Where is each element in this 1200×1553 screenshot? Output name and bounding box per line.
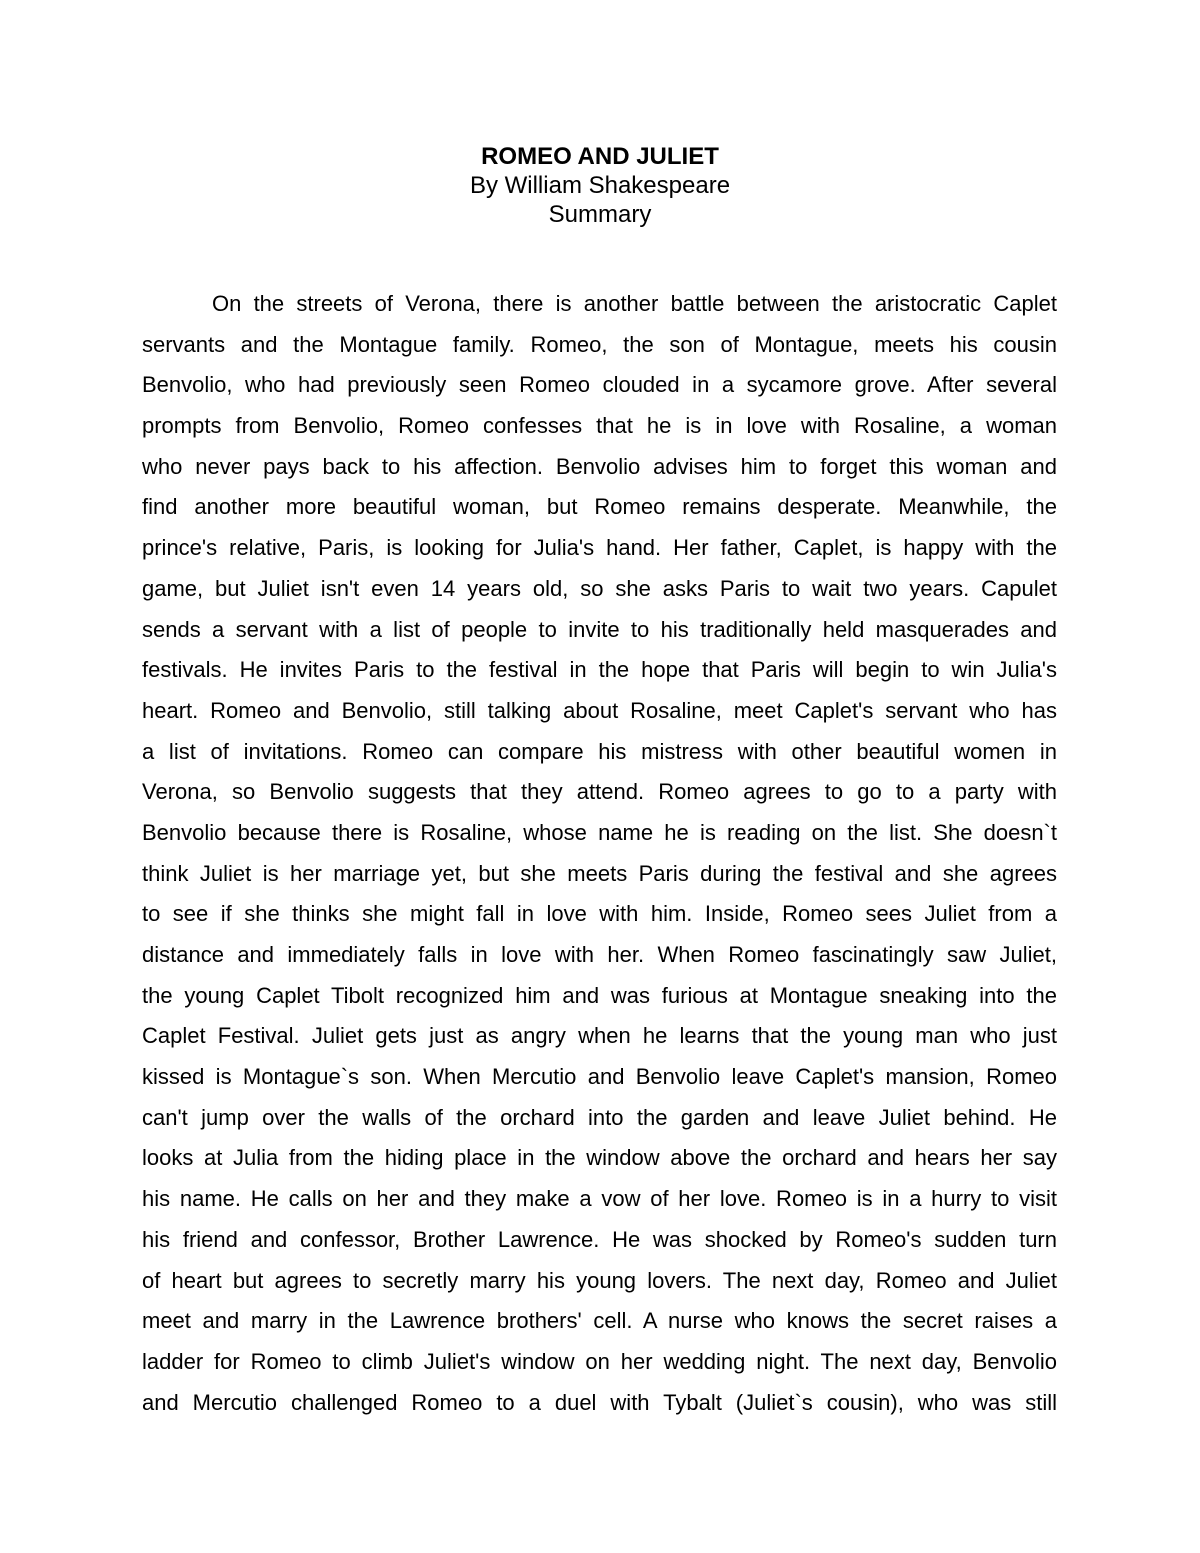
document-title: ROMEO AND JULIET: [481, 143, 719, 170]
document-subtitle: Summary: [548, 201, 652, 228]
paragraph-line: looks at Julia from the hiding place in the window above the orchard and hears her say: [142, 1145, 1057, 1171]
paragraph-line: Benvolio because there is Rosaline, whose name he is reading on the list. She doesn`t: [142, 819, 1057, 845]
paragraph-line: game, but Juliet isn't even 14 years old, so she asks Paris to wait two years. Capulet: [142, 575, 1057, 601]
paragraph-line: can't jump over the walls of the orchard into the garden and leave Juliet behind. He: [142, 1104, 1057, 1130]
paragraph-line: heart. Romeo and Benvolio, still talking about Rosaline, meet Caplet's servant who has: [142, 697, 1057, 723]
paragraph-line: the young Caplet Tibolt recognized him and was furious at Montague sneaking into the: [142, 982, 1057, 1008]
paragraph-line: find another more beautiful woman, but Romeo remains desperate. Meanwhile, the: [142, 494, 1057, 520]
paragraph-line: prince's relative, Paris, is looking for Julia's hand. Her father, Caplet, is happy with the: [142, 535, 1057, 561]
paragraph-line: of heart but agrees to secretly marry his young lovers. The next day, Romeo and Juliet: [142, 1267, 1057, 1293]
paragraph-line: festivals. He invites Paris to the festival in the hope that Paris will begin to win Julia's: [142, 657, 1057, 683]
paragraph-line: Benvolio, who had previously seen Romeo clouded in a sycamore grove. After several: [142, 372, 1057, 398]
paragraph-line: sends a servant with a list of people to invite to his traditionally held masquerades and: [142, 616, 1057, 642]
paragraph-line: distance and immediately falls in love with her. When Romeo fascinatingly saw Juliet,: [142, 942, 1057, 967]
paragraph-line: who never pays back to his affection. Benvolio advises him to forget this woman and: [142, 453, 1057, 479]
paragraph-line: his name. He calls on her and they make a vow of her love. Romeo is in a hurry to visit: [142, 1186, 1057, 1212]
paragraph-line: Verona, so Benvolio suggests that they attend. Romeo agrees to go to a party with: [142, 779, 1057, 805]
paragraph-line: servants and the Montague family. Romeo, the son of Montague, meets his cousin: [142, 331, 1057, 357]
summary-paragraph: [142, 284, 1057, 1423]
paragraph-line: kissed is Montague`s son. When Mercutio and Benvolio leave Caplet's mansion, Romeo: [142, 1064, 1057, 1090]
paragraph-line: On the streets of Verona, there is another battle between the aristocratic Caplet: [212, 291, 1057, 316]
paragraph-line: prompts from Benvolio, Romeo confesses that he is in love with Rosaline, a woman: [142, 413, 1057, 439]
document-author: By William Shakespeare: [469, 172, 731, 199]
paragraph-line: to see if she thinks she might fall in love with him. Inside, Romeo sees Juliet from a: [142, 901, 1057, 927]
paragraph-line: a list of invitations. Romeo can compare his mistress with other beautiful women in: [142, 738, 1057, 764]
paragraph-line: and Mercutio challenged Romeo to a duel with Tybalt (Juliet`s cousin), who was still: [142, 1389, 1057, 1415]
paragraph-line: his friend and confessor, Brother Lawrence. He was shocked by Romeo's sudden turn: [142, 1226, 1057, 1252]
paragraph-line: ladder for Romeo to climb Juliet's window on her wedding night. The next day, Benvolio: [142, 1348, 1057, 1374]
paragraph-line: Caplet Festival. Juliet gets just as angry when he learns that the young man who just: [142, 1023, 1057, 1049]
paragraph-line: think Juliet is her marriage yet, but she meets Paris during the festival and she agrees: [142, 860, 1057, 886]
paragraph-line: meet and marry in the Lawrence brothers' cell. A nurse who knows the secret raises a: [142, 1308, 1057, 1334]
